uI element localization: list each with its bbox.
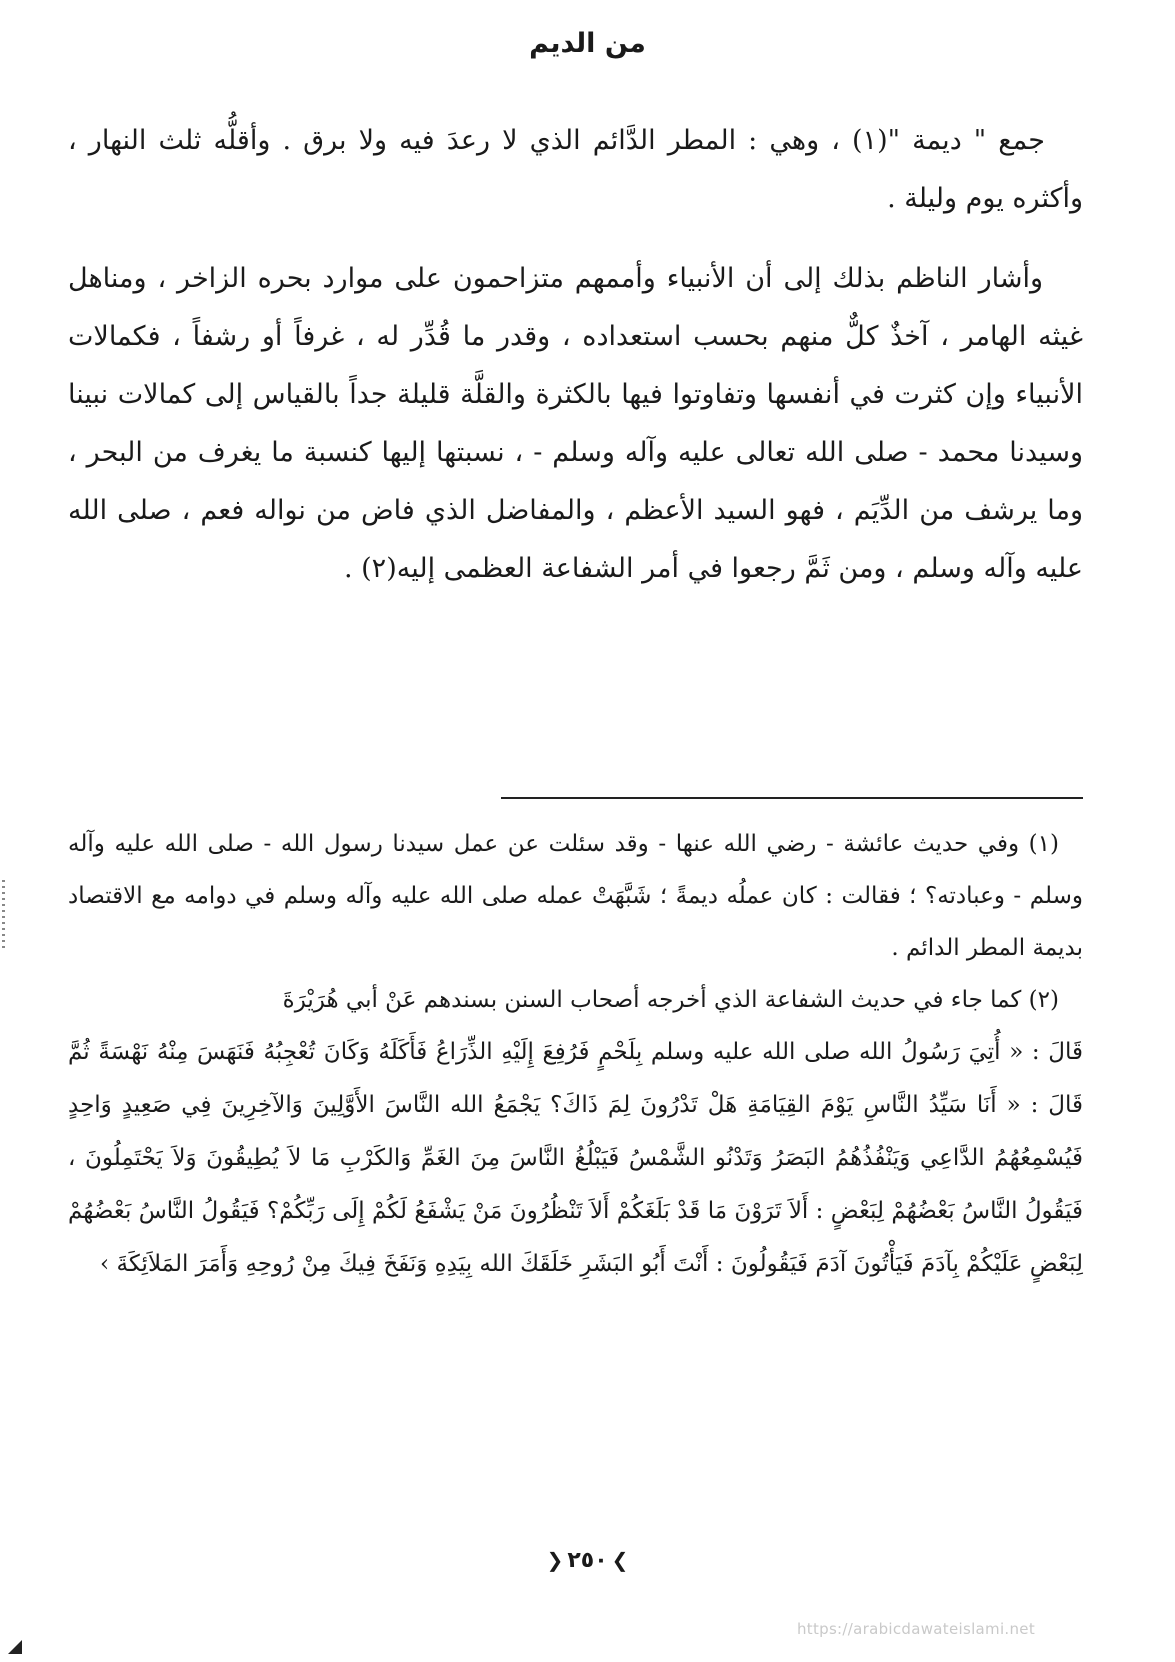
running-title: من الديم	[529, 28, 646, 59]
scan-edge-marks	[2, 880, 5, 950]
footnote-2-hadith: قَالَ : « أُتِيَ رَسُولُ الله صلى الله عليه وسلم بِلَحْمٍ فَرُفِعَ إِلَيْهِ الذِّرَاعُ فَأَكَلَهُ وَكَانَ تُعْجِبُهُ فَنَهَسَ مِنْهُ نَهْسَةً ثُمَّ قَالَ : « أَنَا سَيِّدُ النَّاسِ يَوْمَ القِيَامَةِ هَلْ تَدْرُونَ لِمَ ذَاكَ؟ يَجْمَعُ الله النَّاسَ الأَوَّلِينَ وَالآخِرِينَ فِي صَعِيدٍ وَاحِدٍ فَيُسْمِعُهُمُ الدَّاعِي وَيَنْفُذُهُمُ البَصَرُ وَتَدْنُو الشَّمْسُ فَيَبْلُغُ النَّاسَ مِنَ الغَمِّ وَالكَرْبِ مَا لاَ يُطِيقُونَ وَلاَ يَحْتَمِلُونَ ، فَيَقُولُ النَّاسُ بَعْضُهُمْ لِبَعْضٍ : أَلاَ تَرَوْنَ مَا قَدْ بَلَغَكُمْ أَلاَ تَنْظُرُونَ مَنْ يَشْفَعُ لَكُمْ إِلَى رَبِّكُمْ؟ فَيَقُولُ النَّاسُ بَعْضُهُمْ لِبَعْضٍ عَلَيْكُمْ بِآدَمَ فَيَأْتُونَ آدَمَ فَيَقُولُونَ : أَنْتَ أَبُو البَشَرِ خَلَقَكَ الله بِيَدِهِ وَنَفَخَ فِيكَ مِنْ رُوحِهِ وَأَمَرَ المَلاَئِكَةَ ›	[68, 1039, 1083, 1277]
watermark-url: https://arabicdawateislami.net	[796, 1620, 1035, 1638]
ornament-left-icon: ❮	[546, 1548, 564, 1572]
footnote-1: (١) وفي حديث عائشة - رضي الله عنها - وقد سئلت عن عمل سيدنا رسول الله - صلى الله عليه وآله وسلم - وعبادته؟ ؛ فقالت : كان عملُه ديمةً ؛ شَبَّهَتْ عمله صلى الله عليه وآله وسلم في دوامه مع الاقتصاد بديمة المطر الدائم .	[68, 831, 1083, 961]
footnote-separator	[501, 797, 1083, 799]
footnote-2-intro: (٢) كما جاء في حديث الشفاعة الذي أخرجه أصحاب السنن بسندهم عَنْ أبي هُرَيْرَةَ	[282, 987, 1059, 1013]
paragraph-1: جمع " ديمة "(١) ، وهي : المطر الدَّائم الذي لا رعدَ فيه ولا برق . وأقلُّه ثلث النهار ، وأكثره يوم وليلة .	[68, 125, 1083, 214]
corner-triangle-icon	[8, 1640, 22, 1654]
page-number	[0, 1548, 1175, 1573]
main-text-body	[68, 112, 1083, 598]
page-number-value: ٢٥٠	[567, 1548, 608, 1573]
footnotes-section	[68, 818, 1083, 1291]
ornament-right-icon: ❯	[611, 1548, 629, 1572]
paragraph-2: وأشار الناظم بذلك إلى أن الأنبياء وأممهم متزاحمون على موارد بحره الزاخر ، ومناهل غيثه الهامر ، آخذٌ كلٌّ منهم بحسب استعداده ، وقدر ما قُدِّر له ، غرفاً أو رشفاً ، فكمالات الأنبياء وإن كثرت في أنفسها وتفاوتوا فيها بالكثرة والقلَّة قليلة جداً بالقياس إلى كمالات نبينا وسيدنا محمد - صلى الله تعالى عليه وآله وسلم - ، نسبتها إليها كنسبة ما يغرف من البحر ، وما يرشف من الدِّيَم ، فهو السيد الأعظم ، والمفاضل الذي فاض من نواله فعم ، صلى الله عليه وآله وسلم ، ومن ثَمَّ رجعوا في أمر الشفاعة العظمى إليه(٢) .	[68, 263, 1083, 584]
